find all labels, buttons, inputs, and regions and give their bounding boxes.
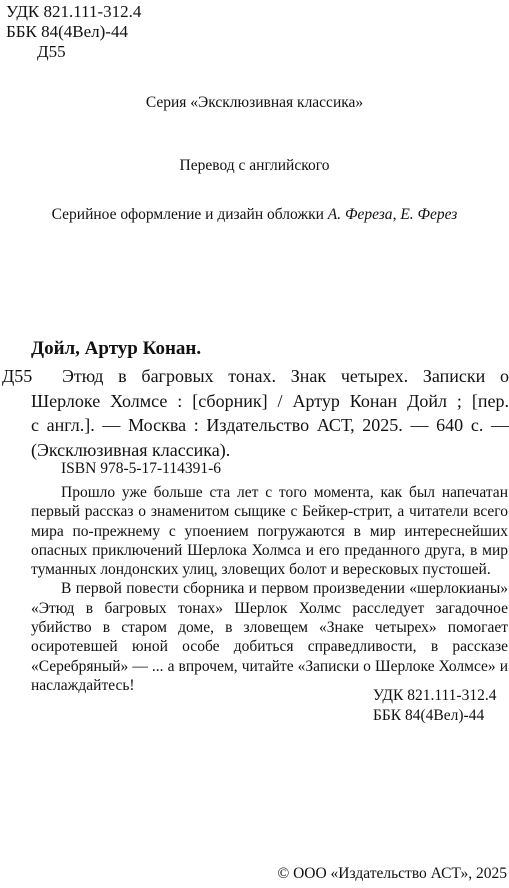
author-mark: Д55	[37, 42, 66, 61]
series-line: Серия «Эксклюзивная классика»	[145, 94, 364, 111]
biblio-code: Д55	[2, 366, 33, 386]
designer-name-2: Е. Ферез	[400, 206, 458, 223]
udk-code: УДК 821.111-312.4	[6, 2, 142, 21]
annotation-paragraph-1: Прошло уже больше ста лет с того момента, как был напечатан первый рассказ о знаменитом сыщике с Бейкер-стрит, а читатели всего мира по-прежнему с упоением погружаются в мир интереснейших опасных приключений Шерлока Холмса и его преданного друга, в мир туманных лондонских улиц, зловещих болот и вересковых пустошей.	[31, 484, 508, 579]
translation-line: Перевод с английского	[179, 157, 330, 174]
bottom-udk-code: УДК 821.111-312.4	[373, 687, 497, 704]
bbk-code: ББК 84(4Вел)-44	[6, 22, 128, 41]
designer-name-1: А. Фереза	[327, 206, 393, 223]
isbn: ISBN 978-5-17-114391-6	[61, 460, 222, 477]
biblio-line-1: Этюд в багровых тонах. Знак четырех. Записки о	[62, 366, 509, 386]
biblio-row-2	[2, 389, 509, 414]
copyright: © ООО «Издательство АСТ», 2025	[277, 865, 507, 882]
biblio-row-1	[2, 364, 509, 389]
design-credit-prefix: Серийное оформление и дизайн обложки	[51, 206, 328, 223]
biblio-line-3: с англ.]. — Москва : Издательство АСТ, 2025. — 640 с. —	[31, 415, 509, 435]
biblio-row-4	[2, 438, 509, 463]
bibliographic-record	[2, 364, 509, 462]
annotation	[31, 483, 508, 695]
bottom-bbk-code: ББК 84(4Вел)-44	[373, 707, 485, 724]
biblio-line-4: (Эксклюзивная классика).	[31, 439, 231, 460]
design-credit-sep: ,	[392, 206, 401, 223]
biblio-line-2: Шерлоке Холмсе : [сборник] / Артур Конан Дойл ; [пер.	[31, 390, 509, 411]
classification-codes	[6, 2, 141, 62]
annotation-paragraph-2: В первой повести сборника и первом произведении «шерлокианы» «Этюд в багровых тонах» Шерлок Холмс расследует загадочное убийство в старом доме, в зловещем «Знаке четырех» помогает осиротевшей юной особе добиться справедливости, в рассказе «Серебряный» — ... а впрочем, читайте «Записки о Шерлоке Холмсе» и наслаждайтесь!	[31, 580, 508, 694]
design-credit	[0, 206, 509, 224]
biblio-row-3	[2, 413, 509, 438]
bottom-classification-codes	[373, 686, 496, 726]
author-heading: Дойл, Артур Конан.	[31, 338, 202, 359]
